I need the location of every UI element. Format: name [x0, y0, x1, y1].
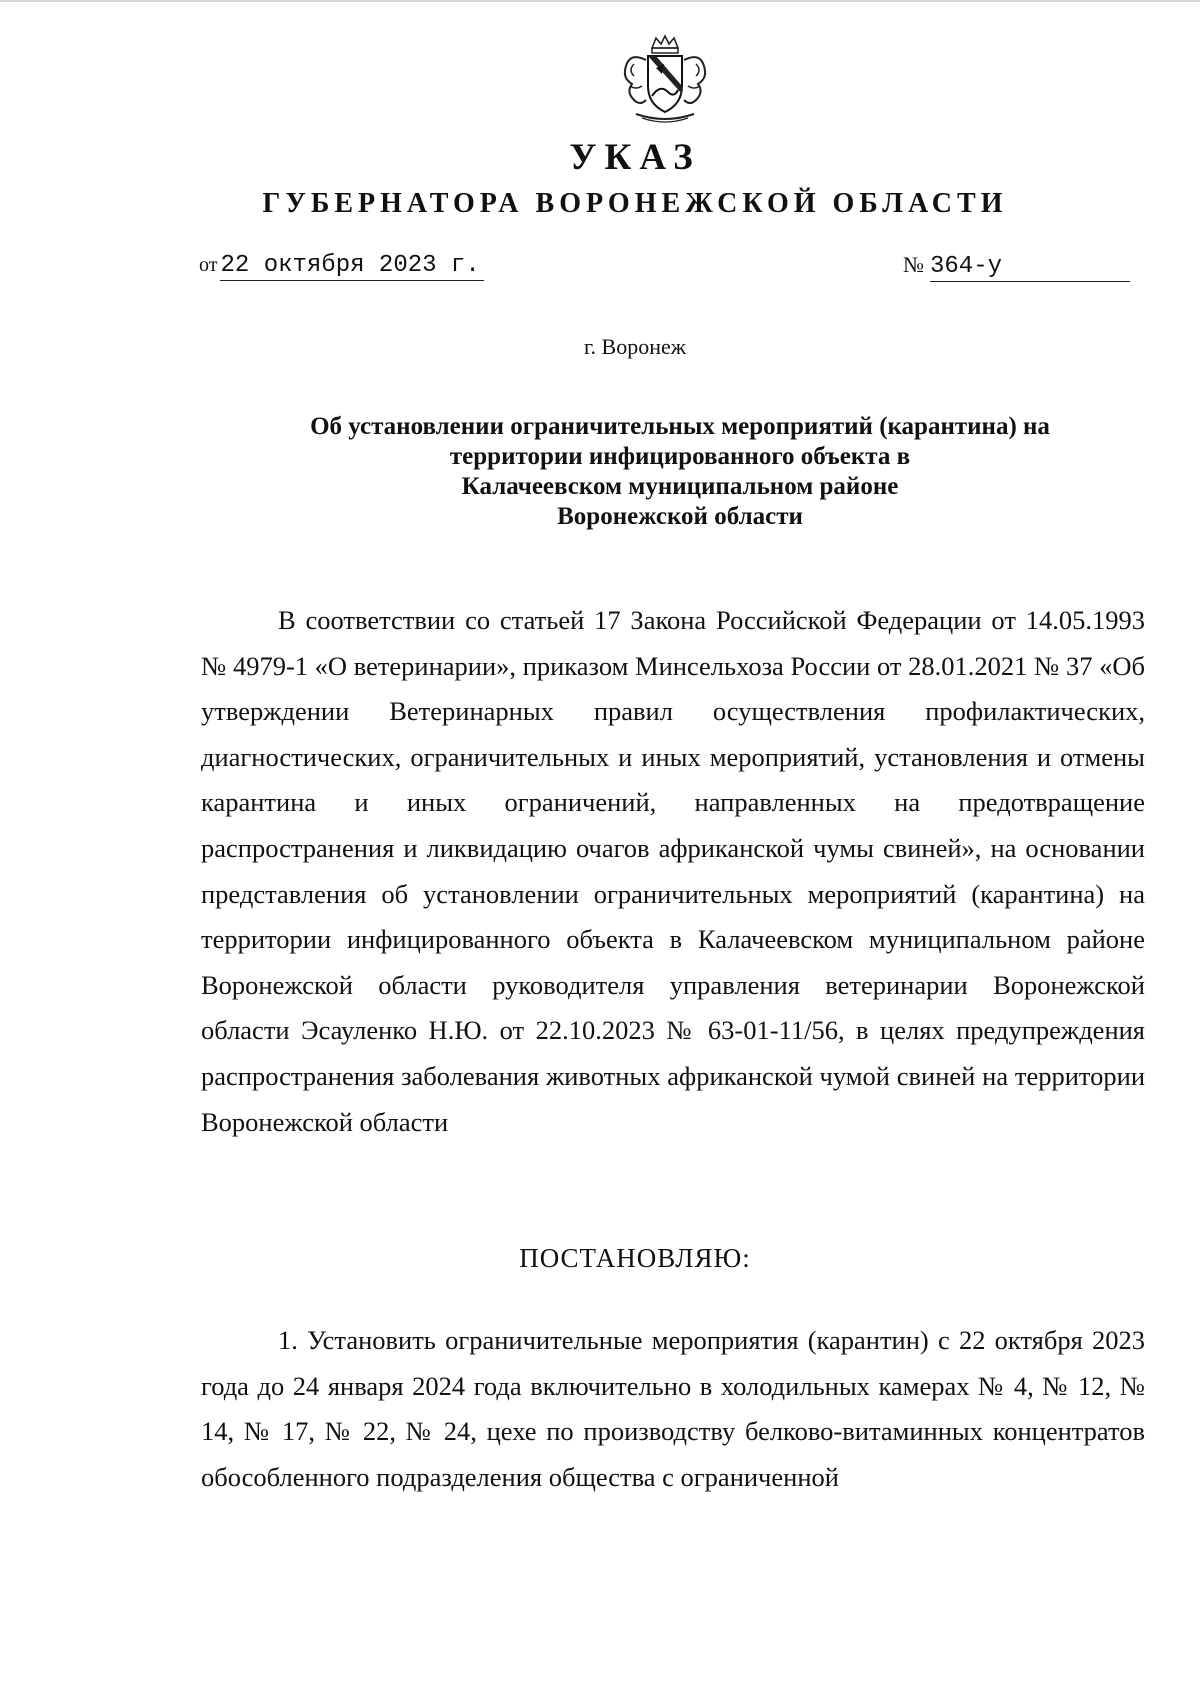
page-top-edge	[0, 0, 1200, 2]
preamble-paragraph: В соответствии со статьей 17 Закона Российской Федерации от 14.05.1993 № 4979-1 «О ветеринарии», приказом Минсельхоза России от 28.01.2021 № 37 «Об утверждении Ветеринарных правил осуществления профилактических, диагностических, ограничительных и иных мероприятий, установления и отмены карантина и иных ограничений, направленных на предотвращение распространения и ликвидацию очагов африканской чумы свиней», на основании представления об установлении ограничительных мероприятий (карантина) на территории инфицированного объекта в Калачеевском муниципальном районе Воронежской области руководителя управления ветеринарии Воронежской области Эсауленко Н.Ю. от 22.10.2023 № 63-01-11/56, в целях предупреждения распространения заболевания животных африканской чумой свиней на территории Воронежской области	[201, 605, 1145, 1137]
heading-line: территории инфицированного объекта в	[449, 443, 911, 470]
date-label: от	[199, 254, 218, 276]
city-line: г. Воронеж	[584, 334, 686, 359]
coat-of-arms-voronezh-icon	[612, 34, 718, 126]
date-field	[199, 252, 484, 281]
decree-word: ПОСТАНОВЛЯЮ:	[519, 1243, 751, 1273]
number-label: №	[903, 252, 924, 277]
heading-line: Калачеевском муниципальном районе	[461, 473, 899, 500]
date-value: 22 октября 2023 г.	[220, 252, 483, 281]
document-type-title: УКАЗ	[569, 137, 701, 178]
heading-line: Об установлении ограничительных мероприятий (карантина) на	[310, 413, 1050, 440]
document-heading	[200, 412, 1160, 532]
number-field	[903, 252, 1130, 282]
issuer-subtitle: ГУБЕРНАТОРА ВОРОНЕЖСКОЙ ОБЛАСТИ	[262, 188, 1008, 219]
item-1-paragraph: 1. Установить ограничительные мероприятия (карантин) с 22 октября 2023 года до 24 января 2024 года включительно в холодильных камерах № 4, № 12, № 14, № 17, № 22, № 24, цехе по производству белково-витаминных концентратов обособленного подразделения общества с ограниченной	[201, 1325, 1145, 1492]
number-value: 364-у	[930, 253, 1130, 282]
heading-line: Воронежской области	[557, 503, 803, 530]
